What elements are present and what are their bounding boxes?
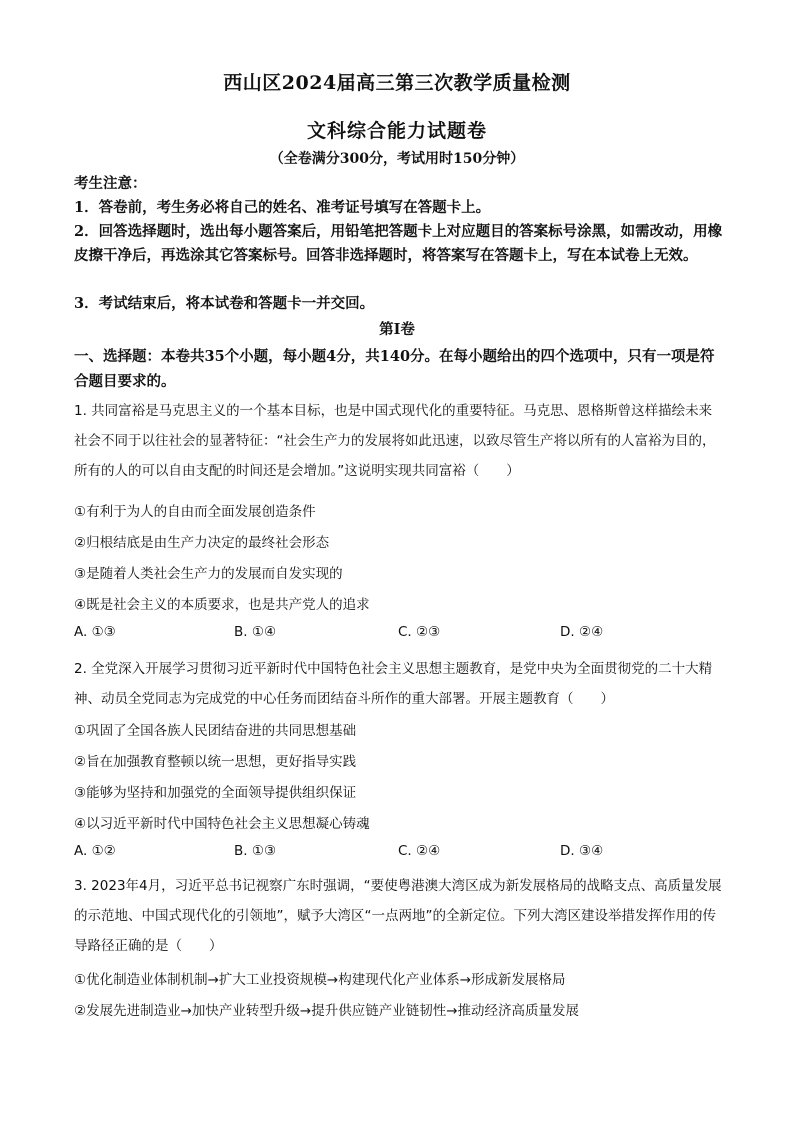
question-option: ②归根结底是由生产力决定的最终社会形态	[74, 535, 330, 551]
answer-choices	[74, 624, 724, 648]
exam-subtitle: 文科综合能力试题卷	[306, 120, 487, 142]
question-option: ①优化制造业体制机制→扩大工业投资规模→构建现代化产业体系→形成新发展格局	[74, 972, 566, 988]
notice-item: 1．答卷前，考生务必将自己的姓名、准考证号填写在答题卡上。	[74, 199, 491, 216]
choice-d: D. ③④	[560, 843, 604, 859]
question-option: ①有利于为人的自由而全面发展创造条件	[74, 504, 316, 520]
question-stem: 2. 全党深入开展学习贯彻习近平新时代中国特色社会主义思想主题教育，是党中央为全面贯彻党的二十大精神、动员全党同志为完成党的中心任务而团结奋斗所作的重大部署。开展主题教育（ ）	[74, 661, 713, 707]
notice-item: 3．考试结束后，将本试卷和答题卡一并交回。	[74, 295, 375, 312]
question-stem: 3. 2023年4月，习近平总书记视察广东时强调，“要使粤港澳大湾区成为新发展格局的战略支点、高质量发展的示范地、中国式现代化的引领地”，赋予大湾区“一点两地”的全新定位。下列大湾区建设举措发挥作用的传导路径正确的是（ ）	[74, 878, 722, 954]
question-option: ②旨在加强教育整顿以统一思想，更好指导实践	[74, 754, 357, 770]
question-stem: 1. 共同富裕是马克思主义的一个基本目标，也是中国式现代化的重要特征。马克思、恩格斯曾这样描绘未来社会不同于以往社会的显著特征：“社会生产力的发展将如此迅速，以致尽管生产将以所有的人富裕为目的，所有的人的可以自由支配的时间还是会增加。”这说明实现共同富裕（ ）	[74, 403, 716, 479]
question-option: ②发展先进制造业→加快产业转型升级→提升供应链产业链韧性→推动经济高质量发展	[74, 1003, 580, 1019]
question-option: ④以习近平新时代中国特色社会主义思想凝心铸魂	[74, 816, 370, 832]
exam-score-time: （全卷满分300分，考试用时150分钟）	[269, 151, 525, 167]
notice-item: 2．回答选择题时，选出每小题答案后，用铅笔把答题卡上对应题目的答案标号涂黑，如需改动，用橡皮擦干净后，再选涂其它答案标号。回答非选择题时，将答案写在答题卡上，写在本试卷上无效。	[74, 223, 723, 264]
choice-d: D. ②④	[560, 624, 604, 640]
notice-heading: 考生注意：	[74, 175, 147, 192]
choice-c: C. ②③	[398, 624, 441, 640]
choice-a: A. ①③	[74, 624, 116, 640]
question-option: ③是随着人类社会生产力的发展而自发实现的	[74, 566, 343, 582]
question-option: ③能够为坚持和加强党的全面领导提供组织保证	[74, 785, 357, 801]
choice-a: A. ①②	[74, 843, 116, 859]
exam-title: 西山区2024届高三第三次教学质量检测	[223, 72, 571, 94]
question-option: ①巩固了全国各族人民团结奋进的共同思想基础	[74, 723, 357, 739]
answer-choices	[74, 843, 724, 867]
choice-c: C. ②④	[398, 843, 441, 859]
question-option: ④既是社会主义的本质要求，也是共产党人的追求	[74, 597, 370, 613]
choice-b: B. ①④	[234, 624, 277, 640]
volume-label: 第Ⅰ卷	[379, 321, 415, 338]
choice-b: B. ①③	[234, 843, 277, 859]
section-heading: 一、选择题：本卷共35个小题，每小题4分，共140分。在每小题给出的四个选项中，只有一项是符合题目要求的。	[74, 348, 715, 390]
